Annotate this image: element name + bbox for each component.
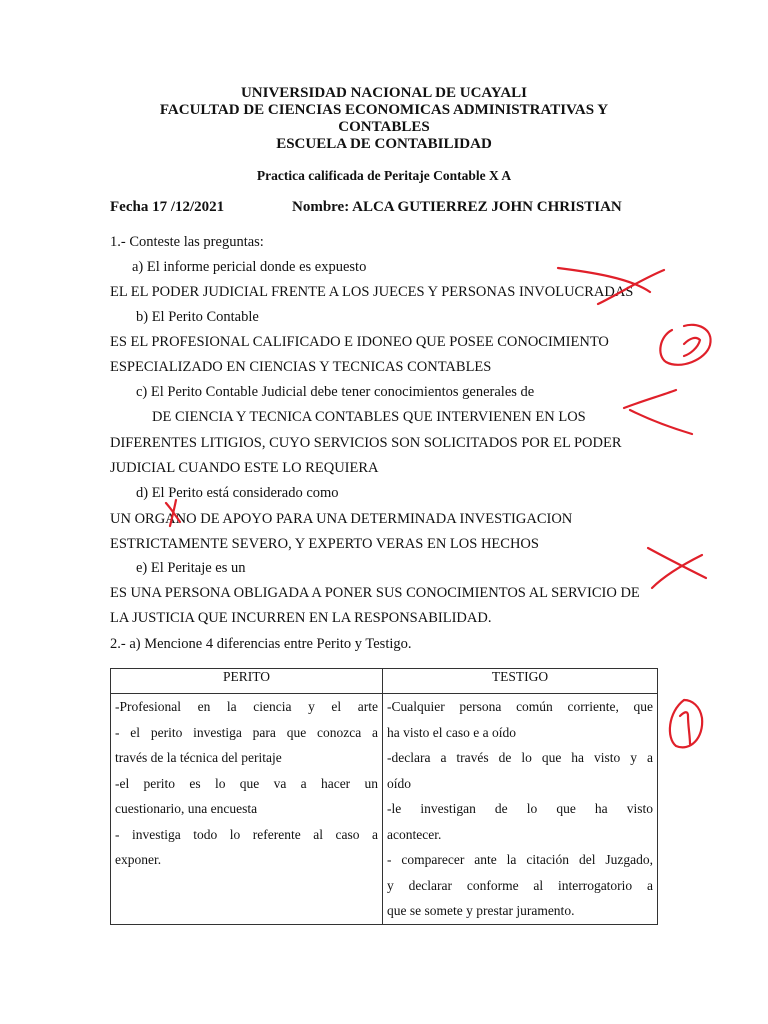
document-header [0,85,768,153]
exam-date: Fecha 17 /12/2021 [110,199,225,215]
table-row [111,694,658,925]
answer-1c-line2: DIFERENTES LITIGIOS, CUYO SERVICIOS SON SOLICITADOS POR EL PODER [110,435,622,451]
testigo-line: - comparecer ante la citación del Juzgado, [387,852,653,867]
answer-1a-line1: EL EL PODER JUDICIAL FRENTE A LOS JUECES Y PERSONAS INVOLUCRADAS [110,284,634,300]
testigo-line: oído [387,775,412,791]
question-1-title: 1.- Conteste las preguntas: [110,234,264,250]
answer-1c-line3: JUDICIAL CUANDO ESTE LO REQUIERA [110,460,379,476]
answer-1b-line2: ESPECIALIZADO EN CIENCIAS Y TECNICAS CONTABLES [110,359,492,375]
answer-1e-line1: ES UNA PERSONA OBLIGADA A PONER SUS CONOCIMIENTOS AL SERVICIO DE [110,585,640,601]
perito-line: - investiga todo lo referente al caso a [115,826,378,842]
column-header-perito: PERITO [111,669,383,694]
testigo-cell [383,694,658,925]
question-1e: e) El Peritaje es un [136,560,246,576]
testigo-line: -declara a través de lo que ha visto y a [387,750,653,765]
question-1d: d) El Perito está considerado como [136,485,339,501]
perito-cell [111,694,383,925]
cross-mark-icon [648,548,706,588]
question-1a: a) El informe pericial donde es expuesto [132,259,367,275]
comparison-table [110,668,658,925]
question-1c: c) El Perito Contable Judicial debe tener conocimientos generales de [136,384,535,400]
circled-score-icon [660,325,710,365]
cross-mark-icon [624,390,692,434]
perito-line: través de la técnica del peritaje [115,750,282,765]
answer-1d-line1: UN ORGANO DE APOYO PARA UNA DETERMINADA INVESTIGACION [110,511,573,527]
table-header-row [111,669,658,694]
answer-1e-line2: LA JUSTICIA QUE INCURREN EN LA RESPONSABILIDAD. [110,610,492,626]
circled-score-icon [670,700,702,747]
testigo-line: y declarar conforme al interrogatorio a [387,877,653,893]
question-2-title: 2.- a) Mencione 4 diferencias entre Perito y Testigo. [110,636,412,652]
perito-line: exponer. [115,852,162,867]
faculty-name-line2: CONTABLES [338,119,430,135]
exam-title: Practica calificada de Peritaje Contable X A [256,168,512,183]
answer-1b-line1: ES EL PROFESIONAL CALIFICADO E IDONEO QUE POSEE CONOCIMIENTO [110,334,609,350]
faculty-name-line1: FACULTAD DE CIENCIAS ECONOMICAS ADMINISTRATIVAS Y [159,102,609,118]
testigo-line: ha visto el caso e a oído [387,724,516,740]
answer-1c-line1: DE CIENCIA Y TECNICA CONTABLES QUE INTERVIENEN EN LOS [152,409,586,425]
perito-line: - el perito investiga para que conozca a [115,724,378,740]
testigo-line: que se somete y prestar juramento. [387,903,575,918]
perito-line: cuestionario, una encuesta [115,801,258,816]
university-name: UNIVERSIDAD NACIONAL DE UCAYALI [240,85,528,101]
testigo-line: acontecer. [387,826,442,842]
column-header-testigo: TESTIGO [383,669,658,694]
question-1b: b) El Perito Contable [136,309,259,325]
testigo-line: -Cualquier persona común corriente, que [387,699,653,714]
student-name: Nombre: ALCA GUTIERREZ JOHN CHRISTIAN [292,199,622,215]
perito-line: -el perito es lo que va a hacer un [115,775,378,791]
answer-1d-line2: ESTRICTAMENTE SEVERO, Y EXPERTO VERAS EN LOS HECHOS [110,536,539,552]
perito-line: -Profesional en la ciencia y el arte [115,699,378,714]
school-name: ESCUELA DE CONTABILIDAD [276,136,492,152]
testigo-line: -le investigan de lo que ha visto [387,801,653,816]
